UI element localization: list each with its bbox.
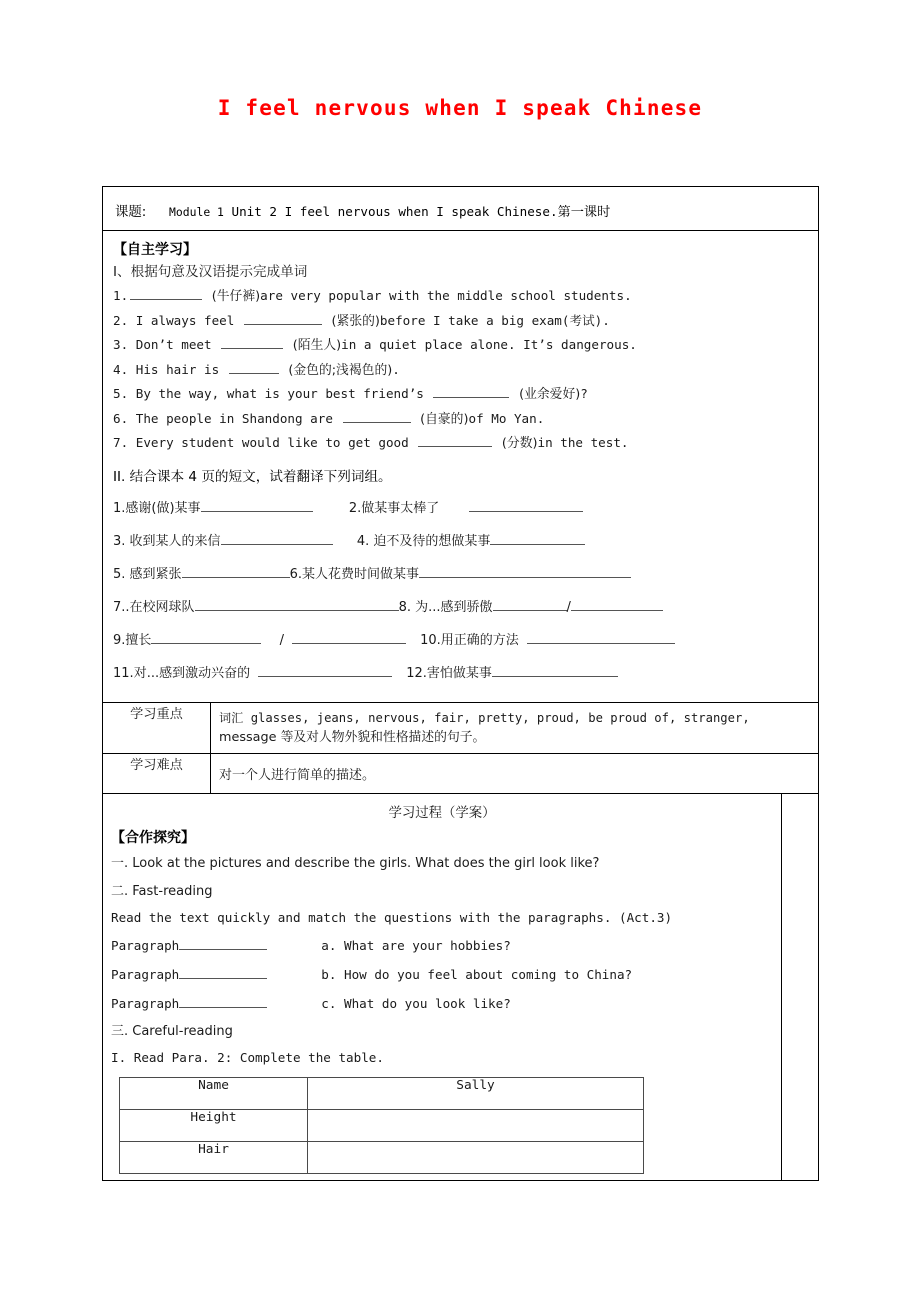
fill-item-num: 5. [113, 386, 129, 401]
process-side-cell [782, 793, 819, 1180]
focus-row [103, 702, 819, 753]
topic-module: Module 1 [169, 205, 224, 219]
table-row-label: Name [120, 1077, 308, 1109]
process-step-1-text: 一. Look at the pictures and describe the girls. What does the girl look like? [111, 855, 600, 871]
phrase-text: 收到某人的来信 [129, 533, 221, 549]
process-step-3-instruction: I. Read Para. 2: Complete the table. [111, 1049, 384, 1065]
paragraph-option: b. How do you feel about coming to China? [321, 966, 633, 982]
fill-item-3 [113, 333, 812, 358]
topic-row [103, 187, 819, 231]
topic-cell [103, 187, 819, 231]
phrase-row-6 [113, 657, 812, 690]
fill-item-before: I always feel [135, 312, 235, 328]
phrase-row-4 [113, 591, 812, 624]
answer-blank[interactable] [130, 287, 202, 300]
fill-item-before: The people in Shandong are [135, 410, 333, 426]
fill-item-num: 1. [113, 288, 129, 303]
phrase-blank[interactable] [493, 597, 567, 611]
phrase-row-3 [113, 558, 812, 591]
table-row [120, 1141, 644, 1173]
paragraph-match-row-1 [111, 931, 775, 960]
difficulty-row [103, 753, 819, 793]
phrase-num: 8. [398, 599, 411, 615]
phrase-text: 感到紧张 [129, 566, 182, 582]
phrase-text: 做某事太棒了 [361, 500, 440, 516]
topic-period: 第一课时 [557, 205, 611, 220]
fill-item-after: before I take a big exam(考试). [379, 312, 610, 328]
fill-item-hint: (业余爱好) [519, 387, 581, 402]
process-row [103, 793, 819, 1180]
process-step-3 [111, 1018, 775, 1045]
answer-blank[interactable] [244, 312, 322, 325]
phrase-blank[interactable] [258, 663, 392, 677]
answer-blank[interactable] [221, 336, 283, 349]
fill-item-hint: (陌生人) [292, 338, 342, 353]
phrase-blank[interactable] [469, 498, 583, 512]
phrase-row-5 [113, 624, 812, 657]
fill-item-num: 3. [113, 337, 129, 352]
process-main-cell [103, 793, 782, 1180]
fill-item-1 [113, 284, 812, 309]
phrase-text: 为...感到骄傲 [415, 599, 493, 615]
focus-body-cell [211, 702, 819, 753]
table-row-value[interactable] [308, 1109, 644, 1141]
focus-label-cell: 学习重点 [103, 702, 211, 753]
paragraph-option: c. What do you look like? [321, 995, 511, 1011]
slash-separator: / [279, 632, 284, 648]
process-body [103, 827, 781, 1180]
focus-text-cn: message 等及对人物外貌和性格描述的句子。 [219, 729, 486, 745]
phrase-text: 感谢(做)某事 [125, 500, 201, 516]
fill-item-before: Don’t meet [135, 337, 212, 352]
phrase-blank[interactable] [292, 630, 406, 644]
phrase-blank[interactable] [492, 663, 618, 677]
difficulty-text: 对一个人进行简单的描述。 [219, 767, 376, 783]
phrase-blank[interactable] [195, 597, 399, 611]
answer-blank[interactable] [433, 385, 509, 398]
process-header: 【合作探究】 [111, 829, 195, 846]
process-step-3-text: 三. Careful-reading [111, 1023, 233, 1039]
fill-item-before: Every student would like to get good [135, 435, 409, 450]
slash-separator: / [566, 599, 571, 615]
fill-item-before: By the way, what is your best friend’s [135, 386, 424, 401]
fill-item-7 [113, 431, 812, 456]
fill-item-num: 4. [113, 361, 129, 377]
fill-item-after: in a quiet place alone. It’s dangerous. [341, 337, 637, 352]
fill-item-after: of Mo Yan. [468, 410, 545, 426]
fill-item-2 [113, 309, 812, 334]
table-row-value[interactable] [308, 1141, 644, 1173]
topic-unit: Unit 2 I feel nervous when I speak Chinese. [231, 204, 558, 219]
phrase-row-2 [113, 525, 812, 558]
topic-line [103, 187, 818, 220]
phrase-text: 迫不及待的想做某事 [373, 533, 491, 549]
phrase-num: 2. [348, 500, 362, 516]
fill-item-hint: (分数) [501, 436, 538, 451]
fill-item-before: His hair is [135, 361, 220, 377]
fill-item-after: in the test. [537, 435, 629, 450]
phrase-blank[interactable] [221, 531, 333, 545]
paragraph-option: a. What are your hobbies? [321, 937, 511, 953]
fill-item-5 [113, 382, 812, 407]
fill-item-hint: (牛仔裤) [211, 289, 261, 304]
paragraph-label: Paragraph [111, 966, 180, 982]
phrase-num: 1. [113, 500, 126, 516]
phrase-num: 9. [113, 632, 126, 648]
phrase-row-1 [113, 492, 812, 525]
fill-item-6 [113, 407, 812, 432]
phrase-num: 3. [113, 533, 126, 549]
paragraph-match-row-3 [111, 989, 775, 1018]
fill-item-num: 2. [113, 312, 129, 328]
topic-label: 课题: [115, 205, 147, 220]
section-2-heading: II. 结合课本 4 页的短文，试着翻译下列词组。 [113, 468, 392, 485]
self-study-cell [103, 231, 819, 703]
phrase-blank[interactable] [419, 564, 631, 578]
phrase-num: 6. [289, 566, 302, 582]
worksheet-table [102, 186, 819, 1181]
process-step-1 [111, 849, 775, 878]
phrase-text: 在校网球队 [129, 599, 195, 615]
self-study-header: 【自主学习】 [113, 242, 197, 258]
sally-table [119, 1077, 644, 1174]
phrase-blank[interactable] [201, 498, 313, 512]
process-step-2-instruction: Read the text quickly and match the questions with the paragraphs. (Act.3) [111, 909, 673, 925]
phrase-text: 对...感到激动兴奋的 [133, 665, 251, 681]
answer-blank[interactable] [229, 361, 279, 374]
process-title: 学习过程（学案） [388, 805, 496, 821]
phrase-blank[interactable] [490, 531, 585, 545]
paragraph-match-row-2 [111, 960, 775, 989]
phrase-blank[interactable] [182, 564, 290, 578]
phrase-num: 5. [113, 566, 126, 582]
process-step-2-text: 二. Fast-reading [111, 883, 213, 899]
answer-blank[interactable] [418, 434, 492, 447]
section-1-heading: I、根据句意及汉语提示完成单词 [113, 264, 308, 280]
fill-item-after: . [392, 361, 400, 377]
phrase-blank[interactable] [151, 630, 261, 644]
page-title: I feel nervous when I speak Chinese [217, 96, 703, 120]
phrase-num: 7.. [113, 599, 130, 615]
phrase-blank[interactable] [571, 597, 663, 611]
table-row-value[interactable]: Sally [308, 1077, 644, 1109]
table-row-label: Height [120, 1109, 308, 1141]
paragraph-blank[interactable] [179, 937, 267, 950]
phrase-text: 擅长 [125, 632, 152, 648]
difficulty-label-cell: 学习难点 [103, 753, 211, 793]
fill-item-hint: (紧张的) [331, 313, 380, 329]
phrase-num: 12. [406, 665, 427, 681]
phrase-text: 用正确的方法 [440, 632, 519, 648]
phrase-num: 4. [356, 533, 370, 549]
process-step-2 [111, 878, 775, 905]
fill-item-after: are very popular with the middle school students. [260, 288, 632, 303]
fill-item-hint: (金色的;浅褐色的) [288, 362, 393, 378]
fill-item-4 [113, 358, 812, 383]
difficulty-body-cell [211, 753, 819, 793]
focus-text-en: 词汇 glasses, jeans, nervous, fair, pretty, proud, be proud of, stranger, [219, 710, 750, 725]
paragraph-blank[interactable] [179, 995, 267, 1008]
paragraph-label: Paragraph [111, 995, 180, 1011]
table-row-label: Hair [120, 1141, 308, 1173]
paragraph-label: Paragraph [111, 937, 180, 953]
table-row [120, 1077, 644, 1109]
focus-body [211, 703, 818, 753]
self-study-body [103, 231, 818, 702]
fill-item-num: 7. [113, 435, 129, 450]
phrase-blank[interactable] [527, 630, 675, 644]
table-row [120, 1109, 644, 1141]
fill-item-hint: (自豪的) [420, 411, 469, 427]
paragraph-blank[interactable] [179, 966, 267, 979]
phrase-text: 某人花费时间做某事 [301, 566, 419, 582]
fill-item-after: ? [580, 386, 588, 401]
answer-blank[interactable] [343, 410, 411, 423]
fill-item-num: 6. [113, 410, 129, 426]
self-study-row [103, 231, 819, 703]
phrase-num: 11. [113, 665, 134, 681]
phrase-text: 害怕做某事 [426, 665, 492, 681]
phrase-num: 10. [420, 632, 441, 648]
